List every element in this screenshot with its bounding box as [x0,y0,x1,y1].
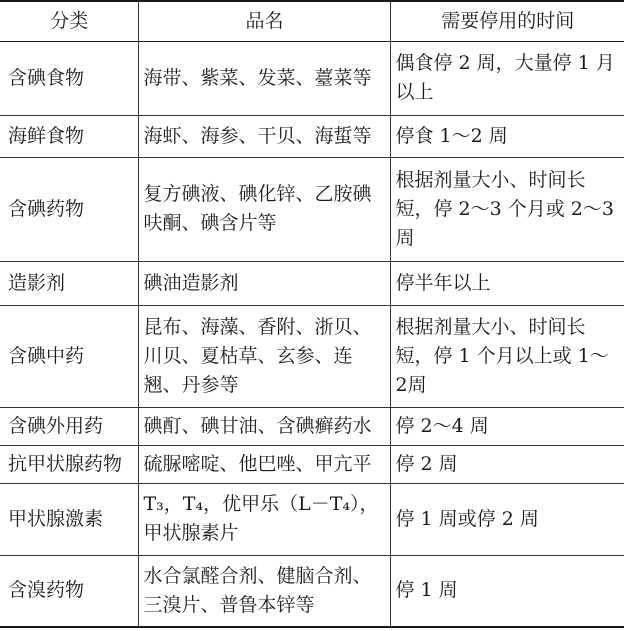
stop-duration-cell: 停 1 周或停 2 周 [390,483,624,555]
stop-duration-cell: 偶食停 2 周，大量停 1 月以上 [390,41,624,115]
category-cell: 含碘药物 [0,157,138,261]
item-name-cell: 海带、紫菜、发菜、薹菜等 [138,41,390,115]
item-name-cell: 水合氯醛合剂、健脑合剂、三溴片、普鲁本锌等 [138,555,390,627]
stop-duration-cell: 根据剂量大小、时间长短，停 1 个月以上或 1～2周 [390,305,624,407]
item-name-cell: 硫脲嘧啶、他巴唑、甲亢平 [138,445,390,483]
stop-duration-cell: 停 1 周 [390,555,624,627]
table-row [0,305,624,407]
table-row [0,41,624,115]
table-row [0,261,624,305]
item-name-cell: 碘酊、碘甘油、含碘癣药水 [138,407,390,445]
header-category: 分类 [0,1,138,41]
category-cell: 含碘中药 [0,305,138,407]
header-stop-duration: 需要停用的时间 [390,1,624,41]
table-row [0,407,624,445]
stop-duration-cell: 停 2～4 周 [390,407,624,445]
category-cell: 海鲜食物 [0,115,138,157]
item-name-cell: 复方碘液、碘化锌、乙胺碘呋酮、碘含片等 [138,157,390,261]
item-name-cell: T₃，T₄，优甲乐（L－T₄），甲状腺素片 [138,483,390,555]
category-cell: 含溴药物 [0,555,138,627]
table-row [0,115,624,157]
category-cell: 抗甲状腺药物 [0,445,138,483]
item-name-cell: 海虾、海参、干贝、海蜇等 [138,115,390,157]
item-name-cell: 碘油造影剂 [138,261,390,305]
stop-duration-cell: 根据剂量大小、时间长短，停 2～3 个月或 2～3 周 [390,157,624,261]
table-header-row [0,1,624,41]
item-name-cell: 昆布、海藻、香附、浙贝、川贝、夏枯草、玄参、连翘、丹参等 [138,305,390,407]
category-cell: 含碘食物 [0,41,138,115]
stop-duration-cell: 停食 1～2 周 [390,115,624,157]
table-row [0,483,624,555]
category-cell: 含碘外用药 [0,407,138,445]
stop-duration-cell: 停 2 周 [390,445,624,483]
table-row [0,157,624,261]
table-row [0,555,624,627]
table-row [0,445,624,483]
header-item-name: 品名 [138,1,390,41]
stop-duration-cell: 停半年以上 [390,261,624,305]
category-cell: 造影剂 [0,261,138,305]
category-cell: 甲状腺激素 [0,483,138,555]
